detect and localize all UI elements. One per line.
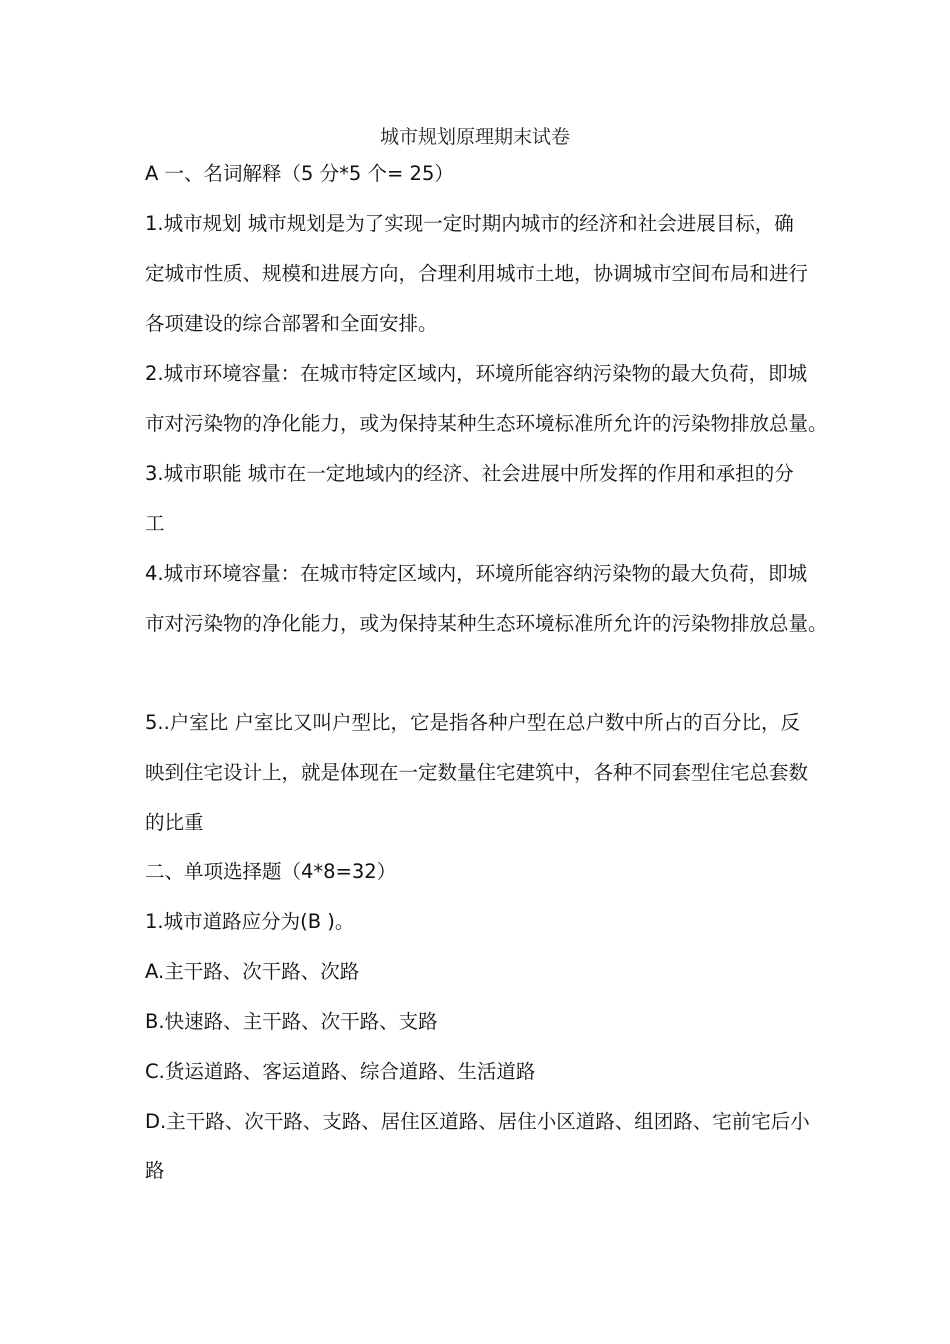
definition-5-line-1: 5..户室比 户室比又叫户型比，它是指各种户型在总户数中所占的百分比，反	[145, 711, 801, 734]
definition-4-line-1: 4.城市环境容量：在城市特定区域内，环境所能容纳污染物的最大负荷，即城	[145, 562, 808, 585]
definition-1-line-1: 1.城市规划 城市规划是为了实现一定时期内城市的经济和社会进展目标，确	[145, 212, 794, 235]
definition-3-line-2: 工	[145, 512, 165, 535]
definition-1-line-2: 定城市性质、规模和进展方向，合理利用城市土地，协调城市空间布局和进行	[145, 262, 809, 285]
question-1-option-d-line-2: 路	[145, 1159, 165, 1182]
question-1-option-d-line-1: D.主干路、次干路、支路、居住区道路、居住小区道路、组团路、宅前宅后小	[145, 1110, 810, 1133]
definition-4-line-2: 市对污染物的净化能力，或为保持某种生态环境标准所允许的污染物排放总量。	[145, 612, 828, 635]
page-title: 城市规划原理期末试卷	[379, 126, 570, 148]
definition-3-line-1: 3.城市职能 城市在一定地域内的经济、社会进展中所发挥的作用和承担的分	[145, 462, 794, 485]
definition-2-line-1: 2.城市环境容量：在城市特定区域内，环境所能容纳污染物的最大负荷，即城	[145, 362, 808, 385]
definition-1-line-3: 各项建设的综合部署和全面安排。	[145, 312, 438, 335]
question-1-option-a: A.主干路、次干路、次路	[145, 960, 360, 983]
definition-2-line-2: 市对污染物的净化能力，或为保持某种生态环境标准所允许的污染物排放总量。	[145, 412, 828, 435]
question-1-option-b: B.快速路、主干路、次干路、支路	[145, 1010, 438, 1033]
section-b-heading: 二、单项选择题（4*8=32）	[145, 860, 397, 883]
question-1-stem: 1.城市道路应分为(B )。	[145, 910, 355, 933]
section-a-heading: A 一、名词解释（5 分*5 个= 25）	[145, 162, 454, 185]
question-1-option-c: C.货运道路、客运道路、综合道路、生活道路	[145, 1060, 536, 1083]
definition-5-line-2: 映到住宅设计上，就是体现在一定数量住宅建筑中，各种不同套型住宅总套数	[145, 761, 809, 784]
definition-5-line-3: 的比重	[145, 811, 204, 834]
